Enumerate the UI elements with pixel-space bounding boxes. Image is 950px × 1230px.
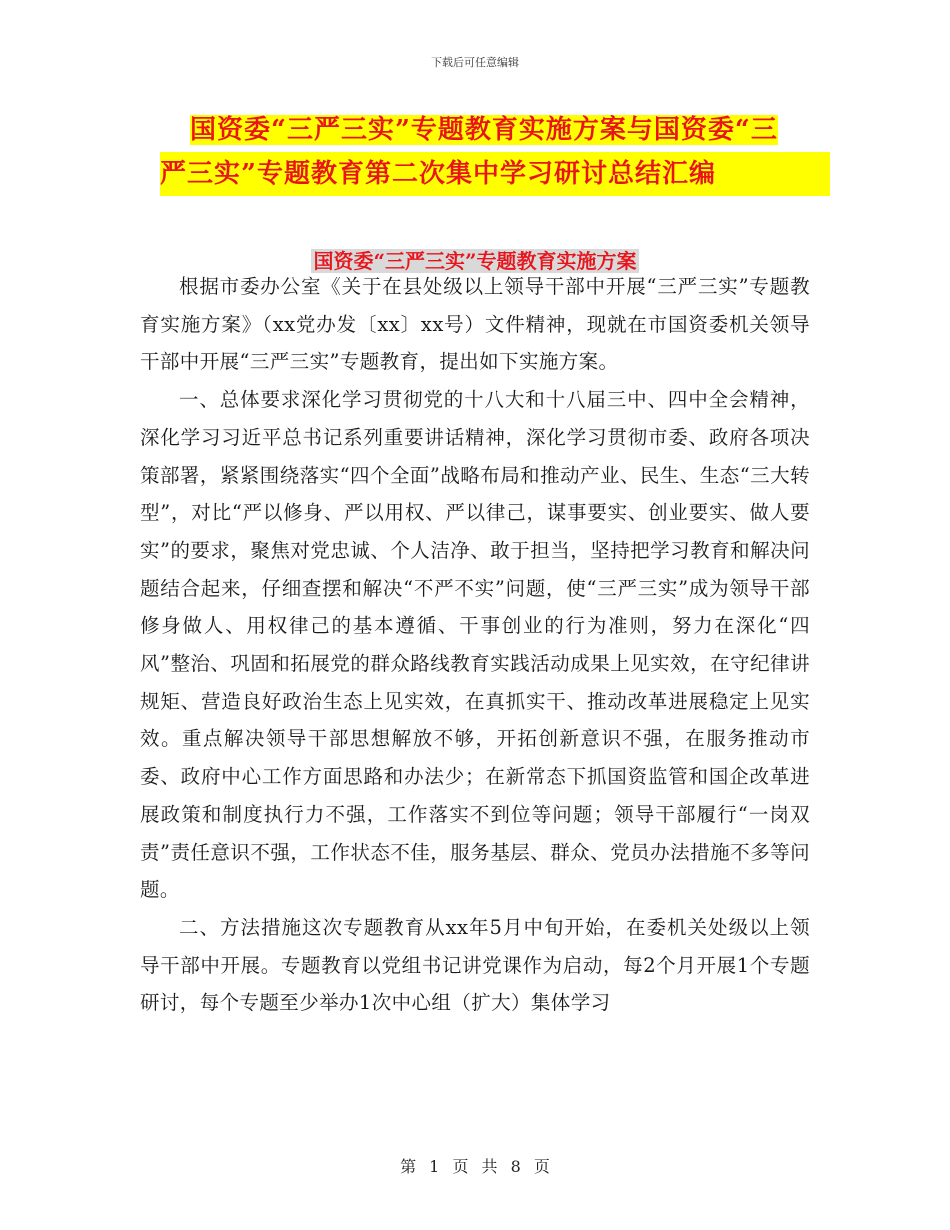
paragraph-general-requirements: 一、总体要求深化学习贯彻党的十八大和十八届三中、四中全会精神，深化学习习近平总书记系列重要讲话精神，深化学习贯彻市委、政府各项决策部署，紧紧围绕落实“四个全面”战略布局和推动产业、民生、生态“三大转型”，对比“严以修身、严以用权、严以律己，谋事要实、创业要实、做人要实”的要求，聚焦对党忠诚、个人洁净、敢于担当，坚持把学习教育和解决问题结合起来，仔细查摆和解决“不严不实”问题，使“三严三实”成为领导干部修身做人、用权律己的基本遵循、干事创业的行为准则，努力在深化“四风”整治、巩固和拓展党的群众路线教育实践活动成果上见实效，在守纪律讲规矩、营造良好政治生态上见实效，在真抓实干、推动改革进展稳定上见实效。重点解决领导干部思想解放不够，开拓创新意识不强，在服务推动市委、政府中心工作方面思路和办法少；在新常态下抓国资监管和国企改革进展政策和制度执行力不强，工作落实不到位等问题；领导干部履行“一岗双责”责任意识不强，工作状态不佳，服务基层、群众、党员办法措施不多等问题。 <box>140 388 810 902</box>
document-title-line-2 <box>160 152 830 196</box>
page-number: 第 1 页 共 8 页 <box>400 1157 550 1176</box>
document-title-line-2-text: 严三实”专题教育第二次集中学习研讨总结汇编 <box>160 159 716 189</box>
page-header-note: 下载后可任意编辑 <box>431 56 519 69</box>
section-title-text: 国资委“三严三实”专题教育实施方案 <box>313 249 637 273</box>
document-title <box>160 108 830 196</box>
paragraph-methods: 二、方法措施这次专题教育从xx年5月中旬开始，在委机关处级以上领导干部中开展。专题教育以党组书记讲党课作为启动，每2个月开展1个专题研讨，每个专题至少举办1次中心组（扩大）集体学习 <box>140 915 810 1015</box>
document-title-line-1: 国资委“三严三实”专题教育实施方案与国资委“三 <box>190 115 778 145</box>
document-body <box>140 268 810 1022</box>
paragraph-intro: 根据市委办公室《关于在县处级以上领导干部中开展“三严三实”专题教育实施方案》（xx党办发〔xx〕xx号）文件精神，现就在市国资委机关领导干部中开展“三严三实”专题教育，提出如下实施方案。 <box>140 275 810 374</box>
